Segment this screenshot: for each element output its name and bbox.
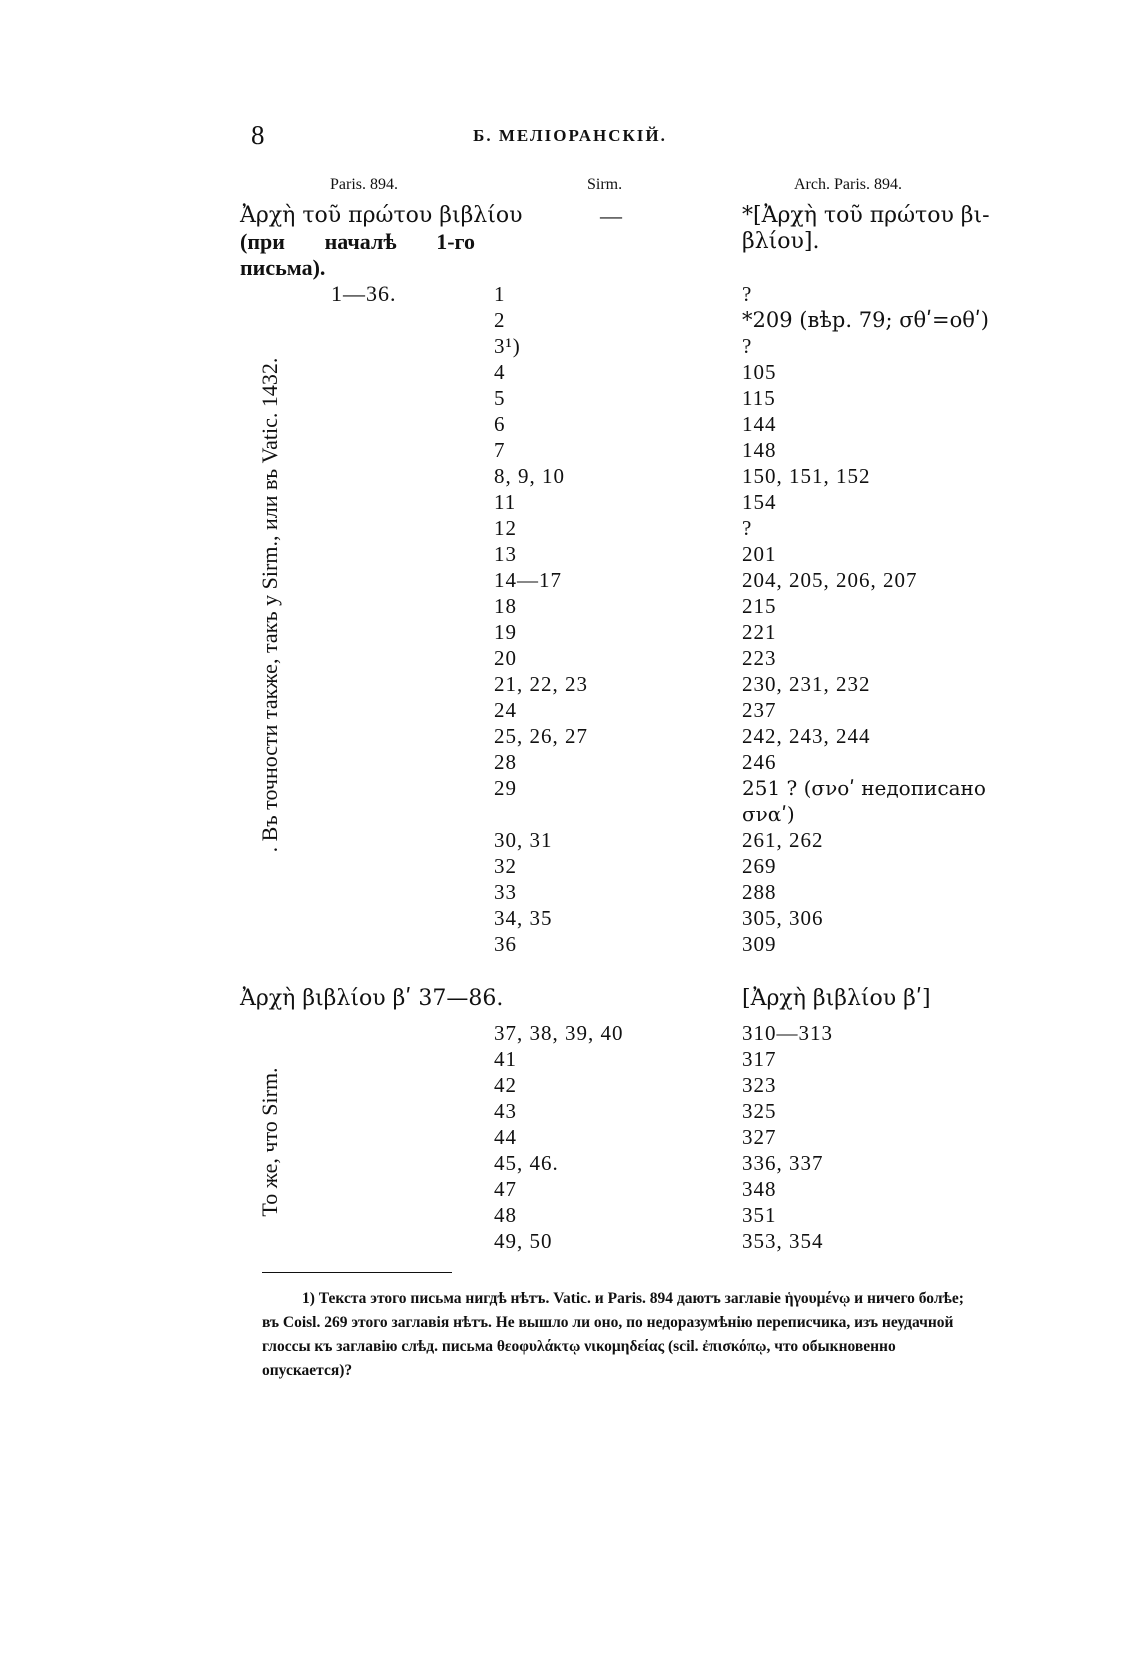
running-head: Б. МЕЛІОРАНСКІЙ.	[473, 126, 667, 145]
table-row-sirm: 48	[494, 1203, 517, 1227]
table-row-sirm: 14—17	[494, 568, 562, 592]
table-row-arch: 237	[742, 698, 777, 722]
table-row-sirm: 32	[494, 854, 517, 878]
table-row-sirm: 21, 22, 23	[494, 672, 588, 696]
table-row-sirm: 43	[494, 1099, 517, 1123]
table-row-arch: 309	[742, 932, 777, 956]
table-row-sirm: 37, 38, 39, 40	[494, 1021, 624, 1045]
section1-arch-heading-2: βλίου].	[742, 229, 820, 254]
footnote	[262, 1287, 977, 1383]
table-row-sirm: 8, 9, 10	[494, 464, 565, 488]
table-row-arch: 336, 337	[742, 1151, 824, 1175]
section2-col1-heading: Ἀρχὴ βιβλίου βʹ 37—86.	[240, 986, 504, 1011]
table-row-arch: 144	[742, 412, 777, 436]
footnote-rule	[262, 1272, 452, 1273]
table-row-sirm: 19	[494, 620, 517, 644]
table-row-sirm: 44	[494, 1125, 517, 1149]
table-row-arch: 201	[742, 542, 777, 566]
column-header-sirm: Sirm.	[587, 176, 623, 193]
table-row-arch: 115	[742, 386, 776, 410]
table-row-sirm: 7	[494, 438, 506, 462]
table-row-arch: ?	[742, 282, 753, 306]
table-row-sirm: 12	[494, 516, 517, 540]
table-row-sirm: 45, 46.	[494, 1151, 559, 1175]
table-row-arch: 317	[742, 1047, 777, 1071]
table-row-sirm: 2	[494, 308, 506, 332]
table-row-sirm: 34, 35	[494, 906, 553, 930]
table-row-sirm: 13	[494, 542, 517, 566]
column-header-arch-paris: Arch. Paris. 894.	[794, 176, 902, 193]
section2-vertical-note: То же, что Sirm.	[257, 1067, 282, 1217]
table-row-sirm: 5	[494, 386, 506, 410]
table-row-arch: 221	[742, 620, 777, 644]
table-row-arch: 251 ? (σνοʹ недописано	[742, 776, 986, 800]
table-row-arch: 305, 306	[742, 906, 824, 930]
table-row-arch: 150, 151, 152	[742, 464, 871, 488]
table-row-arch: 353, 354	[742, 1229, 824, 1253]
table-row-sirm: 42	[494, 1073, 517, 1097]
section1-col1-heading-ru-2: письма).	[240, 255, 326, 280]
table-row-arch: ?	[742, 516, 753, 540]
table-row-arch: 230, 231, 232	[742, 672, 871, 696]
section1-col1-heading-greek: Ἀρχὴ τοῦ πρώτου βιβλίου	[240, 203, 523, 228]
table-row-sirm: 41	[494, 1047, 517, 1071]
table-row-sirm: 11	[494, 490, 517, 514]
table-row-arch: 310—313	[742, 1021, 833, 1045]
table-row-sirm: 25, 26, 27	[494, 724, 588, 748]
table-row-arch: 327	[742, 1125, 777, 1149]
table-row-arch: ?	[742, 334, 753, 358]
table-row-sirm: 1	[494, 282, 506, 306]
section1-sirm-dash: —	[600, 203, 622, 228]
table-row-arch: 288	[742, 880, 777, 904]
table-row-arch: 223	[742, 646, 777, 670]
table-row-arch: 269	[742, 854, 777, 878]
table-row-sirm: 36	[494, 932, 517, 956]
section1-letter-range: 1—36.	[331, 281, 397, 306]
column-header-paris: Paris. 894.	[330, 176, 398, 193]
table-row-sirm: 30, 31	[494, 828, 553, 852]
section1-vertical-note: . Въ точности также, такъ у Sirm., или въ Vatic. 1432.	[257, 357, 282, 853]
table-row-arch: 105	[742, 360, 777, 384]
table-row-sirm: 4	[494, 360, 506, 384]
footnote-text: 1) Текста этого письма нигдѣ нѣтъ. Vatic. и Paris. 894 даютъ заглавіе ἡγουμένῳ и ничего болѣе; въ Coisl. 269 этого заглавія нѣтъ. Не вышло ли оно, по недоразумѣнію переписчика, изъ неудачной глоссы къ заглавію слѣд. письма θεοφυλάκτῳ νικομηδείας (scil. ἐπισκόπῳ, что обыкновенно опускается)?	[262, 1290, 964, 1379]
table-row-sirm: 6	[494, 412, 506, 436]
table-row-sirm: 24	[494, 698, 517, 722]
table-row-arch: *209 (вѣр. 79; σθʹ=οθʹ)	[742, 308, 989, 332]
table-row-arch: 323	[742, 1073, 777, 1097]
table-row-arch: 348	[742, 1177, 777, 1201]
table-row-arch: 148	[742, 438, 777, 462]
table-row-sirm: 49, 50	[494, 1229, 553, 1253]
table-row-sirm: 18	[494, 594, 517, 618]
table-row-sirm: 47	[494, 1177, 517, 1201]
table-row-arch-continued: σναʹ)	[742, 802, 795, 826]
table-row-arch: 351	[742, 1203, 777, 1227]
section2-arch-heading: [Ἀρχὴ βιβλίου βʹ]	[742, 986, 931, 1011]
table-row-sirm: 33	[494, 880, 517, 904]
table-row-sirm: 3¹)	[494, 334, 521, 358]
table-row-arch: 261, 262	[742, 828, 824, 852]
table-row-arch: 325	[742, 1099, 777, 1123]
table-row-arch: 215	[742, 594, 777, 618]
section1-col1-heading-ru: (при началѣ 1-го	[240, 229, 475, 254]
table-row-sirm: 29	[494, 776, 517, 800]
table-row-arch: 242, 243, 244	[742, 724, 871, 748]
table-row-sirm: 28	[494, 750, 517, 774]
section1-arch-heading: *[Ἀρχὴ τοῦ πρώτου βι-	[742, 203, 990, 228]
table-row-sirm: 20	[494, 646, 517, 670]
page-number: 8	[251, 120, 265, 150]
table-row-arch: 204, 205, 206, 207	[742, 568, 918, 592]
table-row-arch: 154	[742, 490, 777, 514]
table-row-arch: 246	[742, 750, 777, 774]
